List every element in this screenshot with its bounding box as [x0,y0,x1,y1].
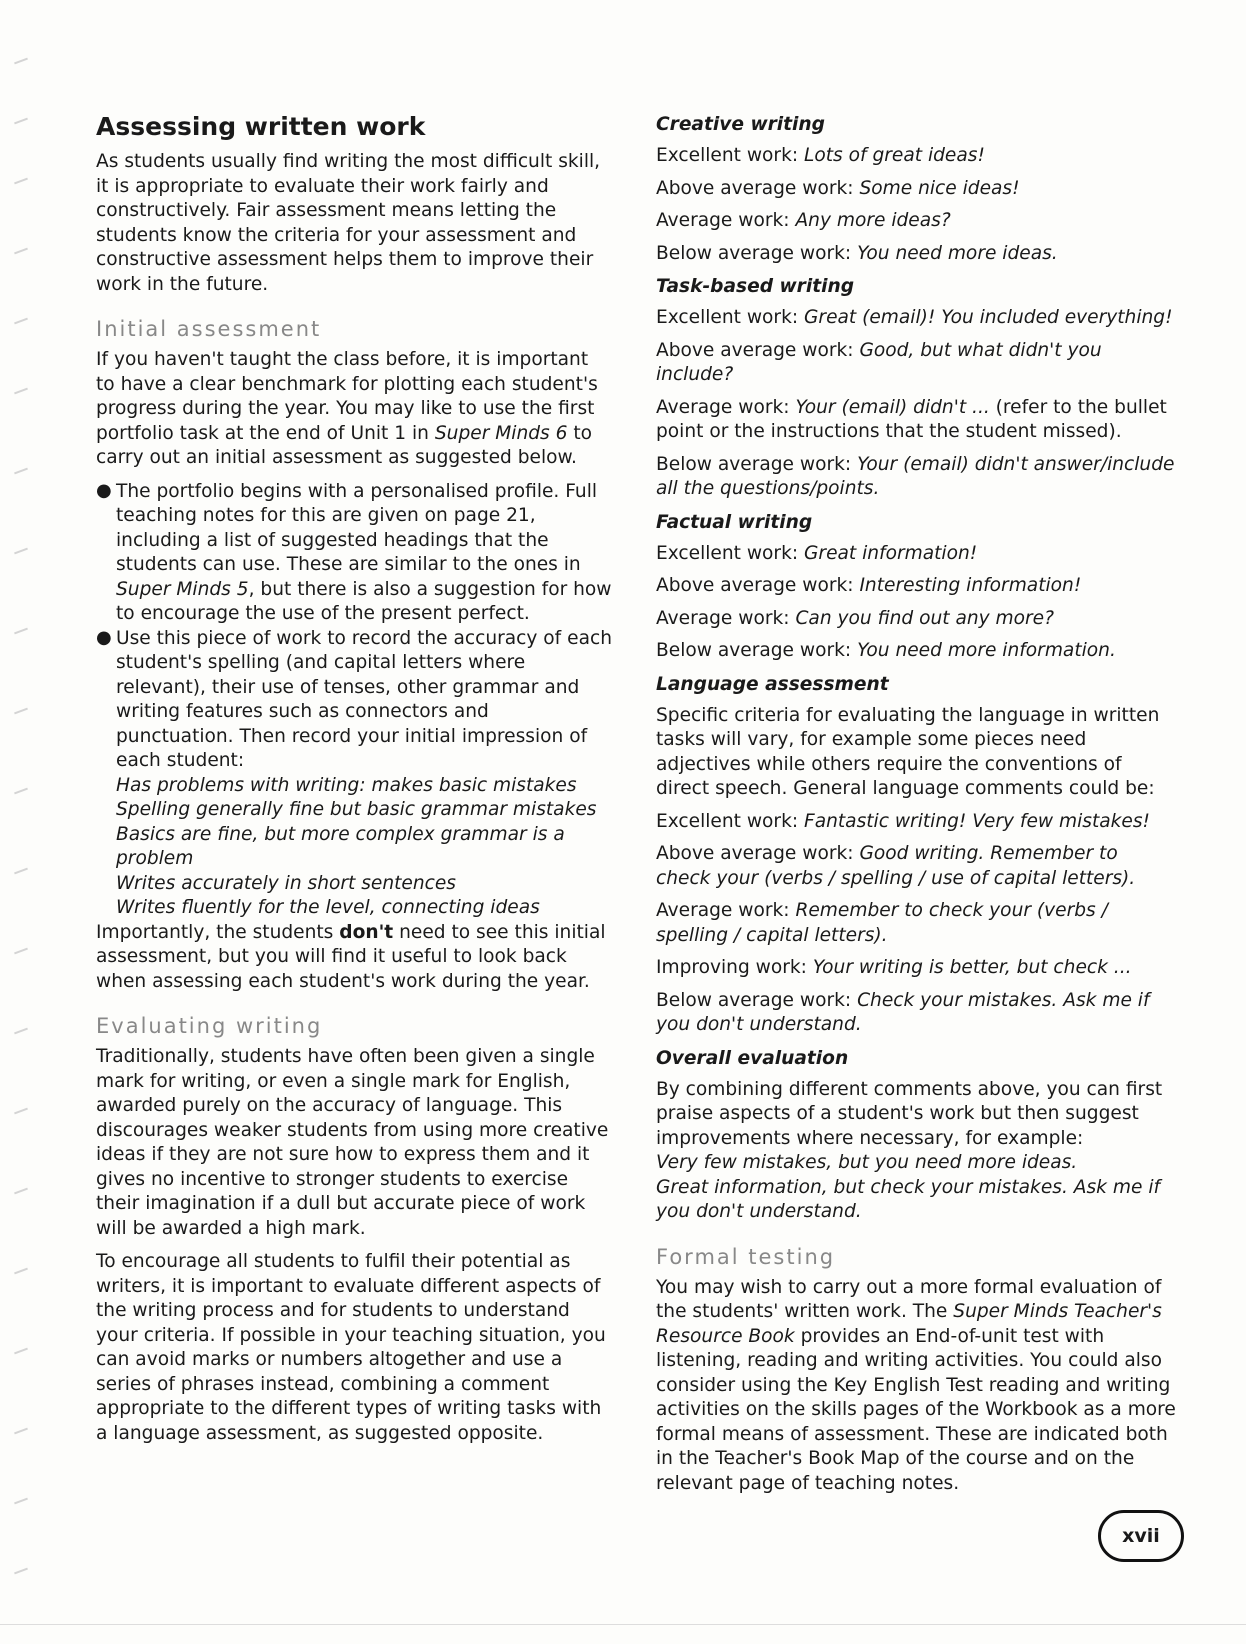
language-assessment-heading: Language assessment [656,673,889,695]
impression-item: Spelling generally fine but basic grammar mistakes [116,799,597,820]
criteria-item: Above average work: Good writing. Remember to check your (verbs / spelling / use of capital letters). [656,843,1136,889]
impression-item: Writes accurately in short sentences [116,872,456,894]
formal-paragraph: You may wish to carry out a more formal evaluation of the students' written work. The Super Minds Teacher's Resource Book provides an End-of-unit test with listening, reading and writing activities. You could also consider using the Key English Test reading and writing activities on the skills pages of the Workbook as a more formal means of assessment. These are indicated both in the Teacher's Book Map of the course and on the relevant page of teaching notes. [656,1276,1176,1494]
bullet-item-record: ● Use this piece of work to record the accuracy of each student's spelling (and capital letters where relevant), their use of tenses, other grammar and writing features such as connectors and punctuation. Then record your initial impression of each student: [96,626,612,771]
impression-item: Has problems with writing: makes basic mistakes [116,774,577,796]
criteria-item: Average work: Your (email) didn't ... (refer to the bullet point or the instructions that the student missed). [656,396,1167,442]
bullet-dot-icon: ● [96,479,112,501]
creative-writing-heading: Creative writing [656,114,825,135]
initial-paragraph: If you haven't taught the class before, it is important to have a clear benchmark for plotting each student's progress during the year. You may like to use the first portfolio task at the end of Unit 1 in Super Minds 6 to carry out an initial assessment as suggested below. [96,349,598,468]
evaluating-writing-heading: Evaluating writing [96,1014,323,1038]
page-number-badge: xvii [1098,1510,1184,1562]
criteria-item: Excellent work: Great information! [656,542,978,564]
criteria-item: Excellent work: Fantastic writing! Very few mistakes! [656,810,1151,832]
factual-writing-heading: Factual writing [656,511,813,533]
margin-scan-marks [14,40,44,1600]
intro-paragraph: As students usually find writing the most difficult skill, it is appropriate to evaluate their work fairly and constructively. Fair assessment means letting the students know the criteria for your assessment and constructive assessment helps them to improve their work in the future. [96,151,601,295]
scan-edge-line [0,1624,1246,1625]
left-column [96,112,612,1446]
language-paragraph: Specific criteria for evaluating the language in written tasks will vary, for example some pieces need adjectives while others require the conventions of direct speech. General language comments could be: [656,704,1160,799]
page-title: Assessing written work [96,112,426,141]
criteria-item: Excellent work: Lots of great ideas! [656,145,985,166]
evaluating-paragraph-1: Traditionally, students have often been given a single mark for writing, or even a single mark for English, awarded purely on the accuracy of language. This discourages weaker students from using more creative ideas if they are not sure how to express them and it gives no incentive to stronger students to exercise their imagination if a dull but accurate piece of work will be awarded a high mark. [96,1046,609,1239]
initial-assessment-heading: Initial assessment [96,317,322,341]
overall-paragraph: By combining different comments above, you can first praise aspects of a student's work but then suggest improvements where necessary, for example: [656,1078,1163,1149]
criteria-item: Above average work: Interesting information! [656,575,1082,596]
impression-item: Writes fluently for the level, connecting ideas [116,897,540,918]
criteria-item: Average work: Can you find out any more? [656,607,1054,629]
bullet-dot-icon: ● [96,626,112,648]
right-column [656,112,1176,1496]
overall-evaluation-heading: Overall evaluation [656,1047,849,1069]
criteria-item: Improving work: Your writing is better, but check ... [656,957,1132,978]
criteria-item: Average work: Remember to check your (verbs / spelling / capital letters). [656,900,1108,946]
criteria-item: Below average work: You need more information. [656,640,1116,661]
bullet-item-portfolio: ● The portfolio begins with a personalised profile. Full teaching notes for this are given on page 21, including a list of suggested headings that the students can use. These are similar to the ones in Super Minds 5, but there is also a suggestion for how to encourage the use of the present perfect. [96,479,612,624]
overall-example: Great information, but check your mistakes. Ask me if you don't understand. [656,1176,1161,1222]
overall-example: Very few mistakes, but you need more ideas. [656,1152,1078,1173]
criteria-item: Excellent work: Great (email)! You included everything! [656,307,1173,328]
impression-item: Basics are fine, but more complex grammar is a problem [116,823,565,869]
criteria-item: Above average work: Some nice ideas! [656,177,1020,199]
criteria-item: Above average work: Good, but what didn't you include? [656,339,1102,385]
importantly-paragraph: Importantly, the students don't need to see this initial assessment, but you will find it useful to look back when assessing each student's work during the year. [96,921,606,992]
task-based-writing-heading: Task-based writing [656,276,855,297]
criteria-item: Below average work: Your (email) didn't answer/include all the questions/points. [656,453,1175,499]
criteria-item: Average work: Any more ideas? [656,210,951,231]
criteria-item: Below average work: Check your mistakes. Ask me if you don't understand. [656,989,1150,1035]
formal-testing-heading: Formal testing [656,1244,836,1269]
evaluating-paragraph-2: To encourage all students to fulfil their potential as writers, it is important to evaluate different aspects of the writing process and for students to understand your criteria. If possible in your teaching situation, you can avoid marks or numbers altogether and use a series of phrases instead, combining a comment appropriate to the different types of writing tasks with a language assessment, as suggested opposite. [96,1251,606,1444]
criteria-item: Below average work: You need more ideas. [656,242,1058,264]
impression-list [96,774,612,921]
